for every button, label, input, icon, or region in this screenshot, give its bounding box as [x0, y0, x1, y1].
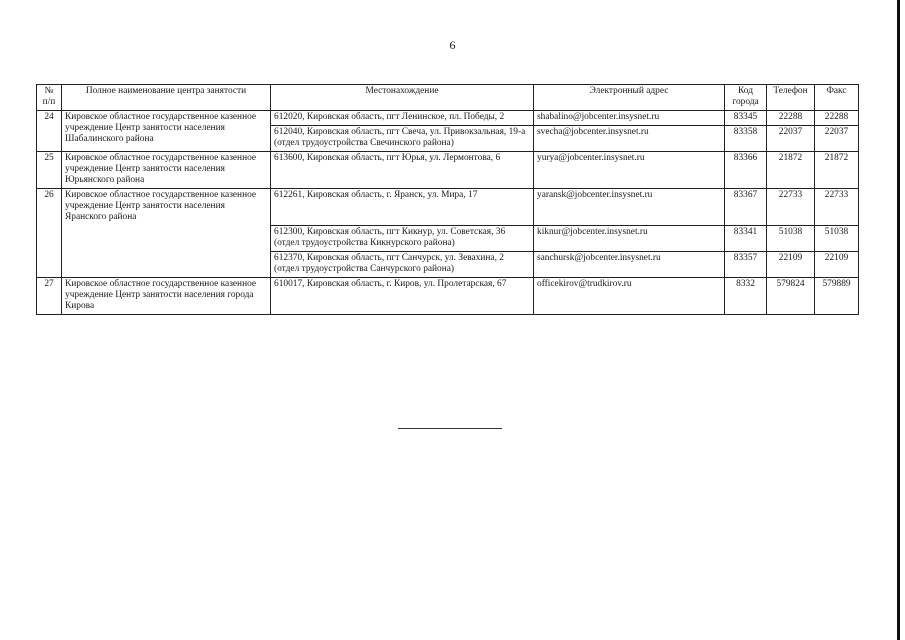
- office-city-code: 8332: [725, 278, 767, 315]
- table-row: [37, 278, 859, 315]
- office-city-code: 83345: [725, 111, 767, 126]
- center-name: Кировское областное государственное казенное учреждение Центр занятости населения города Кирова: [62, 278, 271, 315]
- office-email: shabalino@jobcenter.insysnet.ru: [534, 111, 725, 126]
- office-email: sanchursk@jobcenter.insysnet.ru: [534, 252, 725, 278]
- office-fax: 579889: [815, 278, 859, 315]
- header-phone: Телефон: [767, 85, 815, 111]
- office-phone: 51038: [767, 226, 815, 252]
- end-of-document-rule: [398, 428, 502, 429]
- row-number: 26: [37, 189, 62, 278]
- center-name: Кировское областное государственное казенное учреждение Центр занятости населения Шабалинского района: [62, 111, 271, 152]
- office-email: kiknur@jobcenter.insysnet.ru: [534, 226, 725, 252]
- office-location: 613600, Кировская область, пгт Юрья, ул. Лермонтова, 6: [271, 152, 534, 189]
- page-number: 6: [449, 38, 456, 52]
- header-name: Полное наименование центра занятости: [62, 85, 271, 111]
- office-fax: 51038: [815, 226, 859, 252]
- office-location: 612040, Кировская область, пгт Свеча, ул. Привокзальная, 19-а (отдел трудоустройства Свечинского района): [271, 126, 534, 152]
- center-name: Кировское областное государственное казенное учреждение Центр занятости населения Яранского района: [62, 189, 271, 278]
- office-email: svecha@jobcenter.insysnet.ru: [534, 126, 725, 152]
- office-fax: 22288: [815, 111, 859, 126]
- office-phone: 22109: [767, 252, 815, 278]
- table-row: [37, 152, 859, 189]
- office-fax: 22109: [815, 252, 859, 278]
- header-num: № п/п: [37, 85, 62, 111]
- row-number: 24: [37, 111, 62, 152]
- office-location: 612300, Кировская область, пгт Кикнур, ул. Советская, 36 (отдел трудоустройства Кикнурского района): [271, 226, 534, 252]
- office-phone: 22037: [767, 126, 815, 152]
- table-row: [37, 189, 859, 226]
- header-fax: Факс: [815, 85, 859, 111]
- office-email: yurya@jobcenter.insysnet.ru: [534, 152, 725, 189]
- office-email: yaransk@jobcenter.insysnet.ru: [534, 189, 725, 226]
- office-location: 612020, Кировская область, пгт Ленинское, пл. Победы, 2: [271, 111, 534, 126]
- office-email: officekirov@trudkirov.ru: [534, 278, 725, 315]
- office-phone: 579824: [767, 278, 815, 315]
- header-location: Местонахождение: [271, 85, 534, 111]
- office-city-code: 83341: [725, 226, 767, 252]
- office-fax: 22733: [815, 189, 859, 226]
- center-name: Кировское областное государственное казенное учреждение Центр занятости населения Юрьянского района: [62, 152, 271, 189]
- office-city-code: 83367: [725, 189, 767, 226]
- office-city-code: 83366: [725, 152, 767, 189]
- office-phone: 21872: [767, 152, 815, 189]
- office-city-code: 83358: [725, 126, 767, 152]
- office-phone: 22733: [767, 189, 815, 226]
- office-city-code: 83357: [725, 252, 767, 278]
- office-location: 612370, Кировская область, пгт Санчурск, ул. Зевахина, 2 (отдел трудоустройства Санчурского района): [271, 252, 534, 278]
- header-email: Электронный адрес: [534, 85, 725, 111]
- employment-centers-table: [36, 84, 859, 315]
- office-location: 610017, Кировская область, г. Киров, ул. Пролетарская, 67: [271, 278, 534, 315]
- scan-edge-rule: [897, 0, 900, 640]
- row-number: 25: [37, 152, 62, 189]
- office-phone: 22288: [767, 111, 815, 126]
- row-number: 27: [37, 278, 62, 315]
- table-row: [37, 111, 859, 126]
- table-header-row: [37, 85, 859, 111]
- office-location: 612261, Кировская область, г. Яранск, ул. Мира, 17: [271, 189, 534, 226]
- office-fax: 22037: [815, 126, 859, 152]
- header-code: Код города: [725, 85, 767, 111]
- office-fax: 21872: [815, 152, 859, 189]
